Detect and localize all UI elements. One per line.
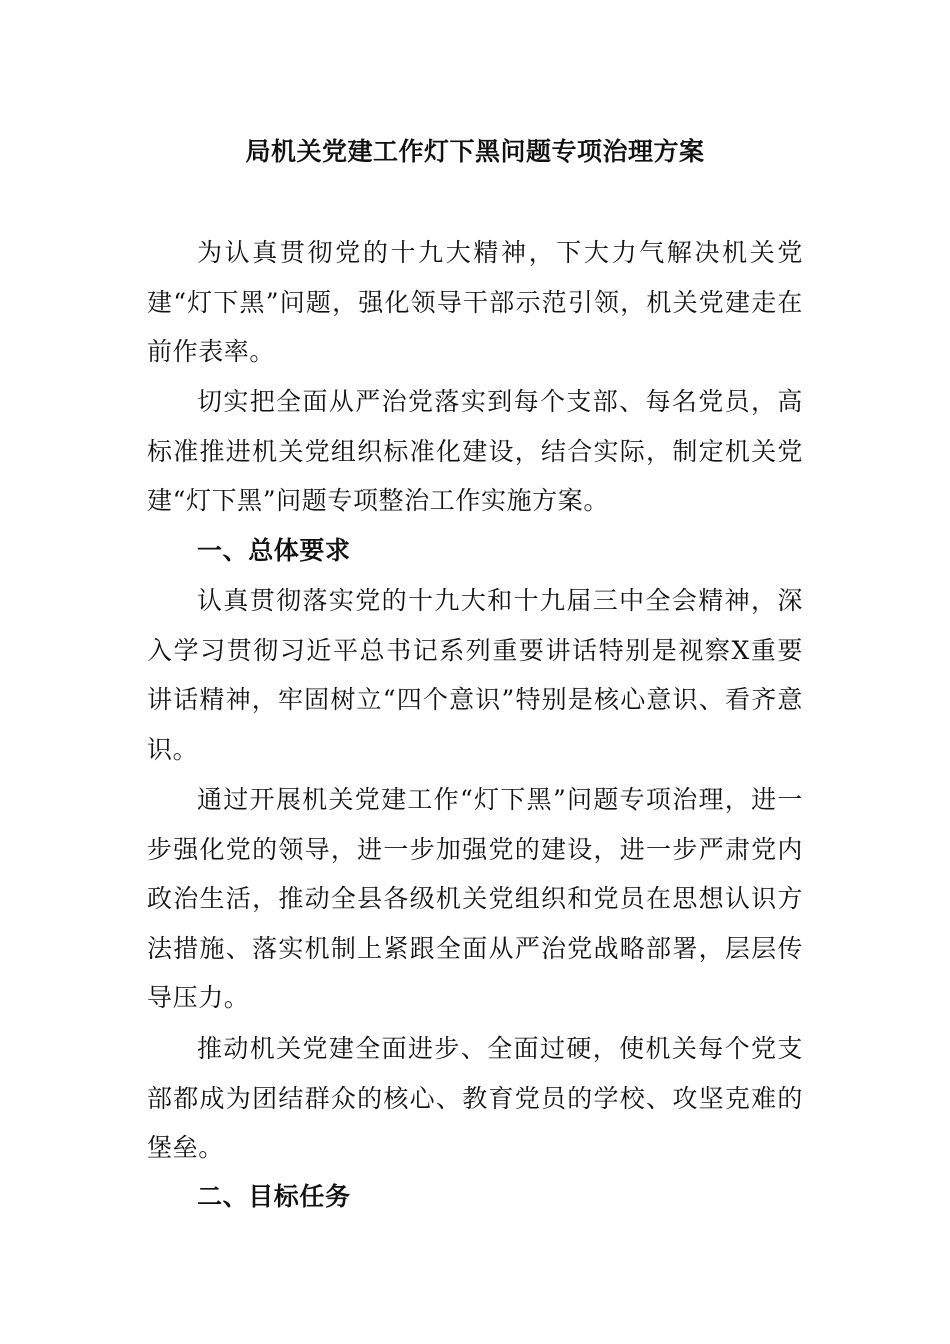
intro-paragraph-2: 切实把全面从严治党落实到每个支部、每名党员，高标准推进机关党组织标准化建设，结合实际，制定机关党建“灯下黑”问题专项整治工作实施方案。 bbox=[147, 387, 803, 515]
section1-paragraph-3: 推动机关党建全面进步、全面过硬，使机关每个党支部都成为团结群众的核心、教育党员的学校、攻坚克难的堡垒。 bbox=[147, 1034, 803, 1162]
intro-paragraph-1: 为认真贯彻党的十九大精神，下大力气解决机关党建“灯下黑”问题，强化领导干部示范引领，机关党建走在前作表率。 bbox=[147, 238, 803, 366]
section-heading-2: 二、目标任务 bbox=[197, 1182, 351, 1211]
section-heading-1: 一、总体要求 bbox=[197, 536, 351, 565]
document-title: 局机关党建工作灯下黑问题专项治理方案 bbox=[245, 137, 705, 166]
section1-paragraph-1: 认真贯彻落实党的十九大和十九届三中全会精神，深入学习贯彻习近平总书记系列重要讲话特别是视察X重要讲话精神，牢固树立“四个意识”特别是核心意识、看齐意识。 bbox=[147, 586, 803, 764]
section1-paragraph-2: 通过开展机关党建工作“灯下黑”问题专项治理，进一步强化党的领导，进一步加强党的建设，进一步严肃党内政治生活，推动全县各级机关党组织和党员在思想认识方法措施、落实机制上紧跟全面从严治党战略部署，层层传导压力。 bbox=[147, 785, 803, 1012]
